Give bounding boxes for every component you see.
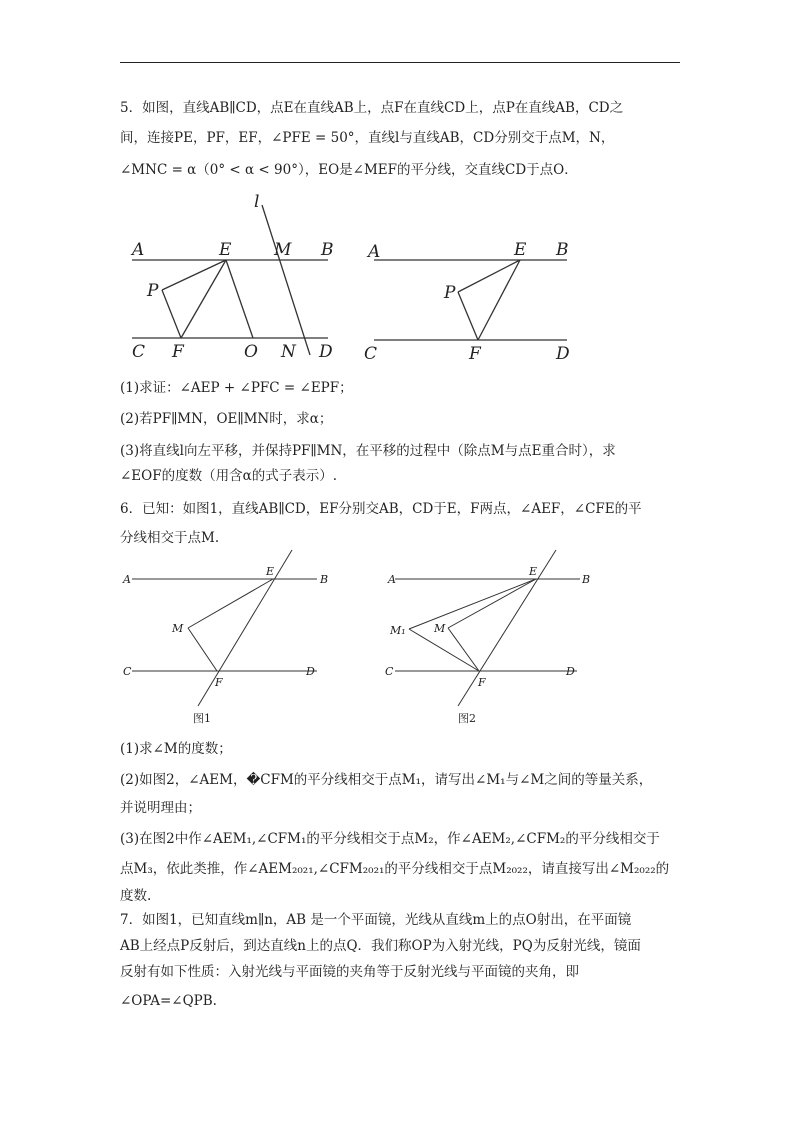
q5-figure-right	[362, 185, 592, 365]
label-f: F	[478, 676, 486, 689]
q5-sub-4: ∠EOF的度数（用含α的式子表示）.	[120, 468, 338, 484]
label-a: A	[368, 242, 381, 262]
q6-sub-4: (3)在图2中作∠AEM₁,∠CFM₁的平分线相交于点M₂，作∠AEM₂,∠CFM₂的平分线相交于	[120, 831, 660, 847]
label-m: M	[172, 622, 184, 635]
q6-sub-6: 度数.	[120, 888, 152, 904]
segment-fm	[448, 628, 479, 671]
label-c: C	[364, 344, 378, 364]
label-c: C	[132, 342, 146, 362]
label-d: D	[319, 342, 333, 362]
label-d: D	[556, 344, 570, 364]
header-rule	[120, 62, 680, 63]
segment-ef	[181, 260, 226, 338]
label-p: P	[444, 283, 456, 303]
q5-sub-2: (2)若PF∥MN，OE∥MN时，求α；	[120, 411, 333, 427]
label-m: M	[434, 622, 446, 635]
segment-pf	[162, 290, 181, 338]
label-a: A	[388, 573, 396, 586]
label-b: B	[582, 573, 591, 586]
label-f: F	[172, 342, 184, 362]
label-m1: M₁	[390, 624, 406, 637]
label-b: B	[320, 573, 329, 586]
q5-line-1: 5．如图，直线AB∥CD，点E在直线AB上，点F在直线CD上，点P在直线AB，CD之	[120, 100, 624, 116]
segment-pe	[458, 260, 520, 292]
q7-line-2: AB上经点P反射后，到达直线n上的点Q．我们称OP为入射光线，PQ为反射光线，镜面	[120, 938, 641, 954]
segment-em1	[409, 579, 536, 629]
label-l: l	[254, 192, 260, 212]
label-c: C	[385, 665, 394, 678]
line-l	[262, 205, 310, 355]
q5-sub-3: (3)将直线l向左平移，并保持PF∥MN，在平移的过程中（除点M与点E重合时），求	[120, 443, 616, 459]
q6-sub-1: (1)求∠M的度数；	[120, 741, 232, 757]
label-f: F	[215, 676, 223, 689]
label-e: E	[514, 240, 527, 260]
label-d: D	[566, 665, 575, 678]
segment-fm1	[409, 629, 479, 671]
q7-line-3: 反射有如下性质：入射光线与平面镜的夹角等于反射光线与平面镜的夹角，即	[120, 964, 579, 980]
q6-sub-3: 并说明理由；	[120, 800, 201, 816]
label-o: O	[244, 342, 258, 362]
q7-line-4: ∠OPA=∠QPB.	[120, 993, 217, 1009]
label-e: E	[219, 240, 232, 260]
q6-sub-2: (2)如图2，∠AEM，�CFM的平分线相交于点M₁，请写出∠M₁与∠M之间的等量关系，	[120, 772, 653, 788]
label-p: P	[147, 281, 159, 301]
line-ef	[458, 550, 556, 706]
q7-line-1: 7．如图1，已知直线m∥n，AB 是一个平面镜，光线从直线m上的点O射出，在平面镜	[120, 912, 632, 928]
label-e: E	[529, 565, 538, 578]
label-a: A	[132, 240, 145, 260]
q6-figure-2	[380, 548, 610, 728]
segment-ef	[478, 260, 520, 340]
segment-eo	[226, 260, 253, 338]
segment-pf	[458, 292, 478, 340]
label-b: B	[321, 240, 334, 260]
label-c: C	[123, 665, 132, 678]
q6-line-1: 6．已知：如图1，直线AB∥CD，EF分别交AB，CD于E，F两点，∠AEF，∠CFE的平	[120, 501, 642, 517]
label-m: M	[274, 240, 292, 260]
caption-fig2: 图2	[458, 712, 476, 725]
q5-sub-1: (1)求证：∠AEP + ∠PFC = ∠EPF；	[120, 380, 353, 396]
segment-pe	[162, 260, 226, 290]
label-a: A	[123, 573, 131, 586]
q5-line-2: 间，连接PE，PF，EF，∠PFE = 50°，直线l与直线AB，CD分别交于点M，N，	[120, 130, 615, 146]
label-b: B	[556, 240, 569, 260]
q6-line-2: 分线相交于点M.	[120, 530, 220, 546]
caption-fig1: 图1	[193, 712, 211, 725]
label-n: N	[281, 342, 296, 362]
label-e: E	[266, 565, 275, 578]
label-f: F	[469, 344, 481, 364]
segment-fm	[188, 628, 217, 671]
q6-sub-5: 点M₃，依此类推，作∠AEM₂₀₂₁,∠CFM₂₀₂₁的平分线相交于点M₂₀₂₂，请直接写出∠M₂₀₂₂的	[120, 861, 670, 877]
line-ef	[198, 550, 292, 706]
q5-line-3: ∠MNC = α（0° < α < 90°），EO是∠MEF的平分线，交直线CD于点O．	[120, 162, 578, 178]
q5-figure-left	[120, 185, 350, 365]
label-d: D	[306, 665, 315, 678]
q6-figure-1	[120, 548, 350, 728]
